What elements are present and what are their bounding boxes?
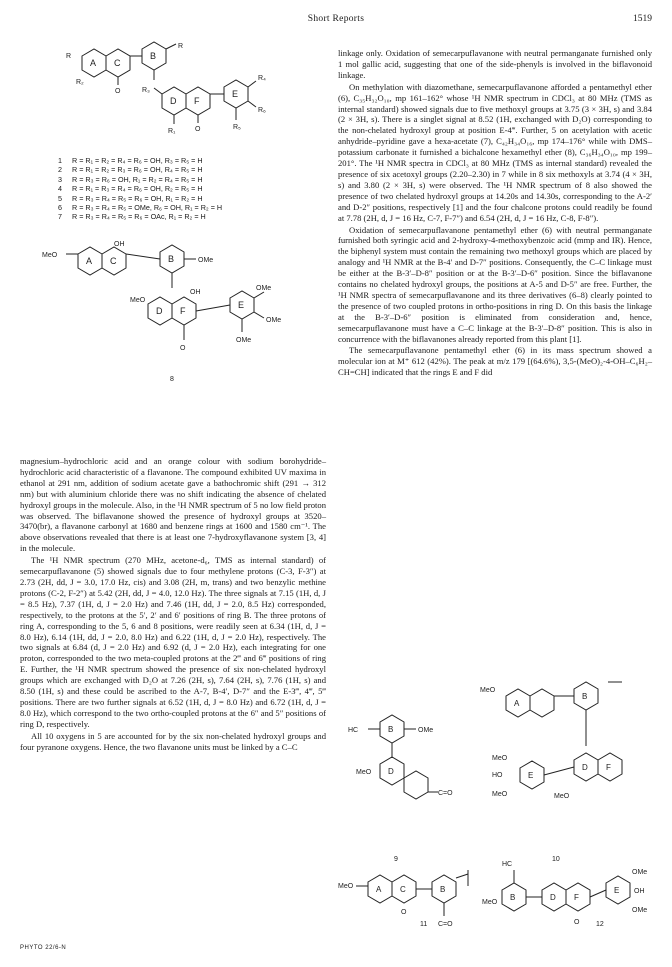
ring-label-c: C xyxy=(114,58,121,68)
c11-ring-c: C xyxy=(400,885,406,894)
paragraph: Oxidation of semecarpuflavanone pentamethyl ether (6) with neutral permanganate furnished both syringic acid and 2-hydroxy-4-methoxybenzoic acid (mmp and IR). Hence, the biphenyl system must contain the remaining two methoxyl groups which are placed by analogy and ¹H NMR at the B-4′ and D-7″ positions. Consequently, the C–C linkage must be either at the B-3′–D-8″ position or at the B-3′–D-6″ position. Since the biflavanone contains no chelated hydroxyl groups, the positions at A-5 and D-5″ are free. Further, the ¹H NMR spectra of semecarpuflavanone and its three derivatives (6–8) clearly pointed to the presence of two coupled protons in ortho-positions in ring D. On this basis the linkage at the B-3′–D-6″ position is eliminated from consideration and, hence, semecarpuflavanone must have a C–C linkage at the B-3′–D-8″ position. This is also in concurrence with the biflavanones already reported from this plant [1]. xyxy=(338,224,652,344)
c12-oh: OH xyxy=(634,888,645,895)
subst-r2: R₂ xyxy=(76,79,84,86)
c12-ring-e: E xyxy=(614,886,620,895)
c12-ring-d: D xyxy=(550,893,556,902)
c12-ring-f: F xyxy=(574,893,579,902)
c9-ring-b: B xyxy=(388,725,394,734)
c11-carbonyl: C=O xyxy=(438,921,453,928)
ring-label-f: F xyxy=(194,96,200,106)
subst-r1: R₁ xyxy=(168,128,176,135)
structure-biflavanone-skeleton xyxy=(58,36,318,154)
c9-hc: HC xyxy=(348,727,359,734)
c12-ome-1: OMe xyxy=(632,869,648,876)
c8-ring-c: C xyxy=(110,256,117,266)
right-column xyxy=(338,48,652,378)
c10-ho-e: HO xyxy=(492,772,503,779)
paragraph: On methylation with diazomethane, semecarpuflavanone afforded a pentamethyl ether (6), C₃₅H₃₂O₁₀, mp 161–162° whose ¹H NMR spectrum in CDCl₃ at 80 MHz (TMS as internal standard) showed signals due to five methoxyl groups at 3.75 (3 × 3H, s) and 3.84 (2 × 3H, s). There is a singlet signal at 8.52 (1H, exchanged with D₂O) corresponding to the non-chelated hydroxyl group at position E-4‴. Further, 5 on acetylation with acetic anhydride–pyridine gave a hexa-acetate (7), C₄₂H₃₄O₁₆, mp 174–176° while with DMS–potassium carbonate it furnished a bichalcone hexamethyl ether (8), C₃₆H₃₄O₁₀, mp 199–201°. The ¹H NMR spectra in CDCl₃ at 80 MHz (TMS as internal standard) revealed the presence of six acetoxyl groups (2.20–2.30) in 7 while in 8 six methoxyls at 3.74 (4 × 3H, s) and 3.80 (2 × 3H, s) were observed. The ¹H NMR spectrum of 8 also showed the presence of two chelated hydroxyl groups at 14.20s and 14.30s, corresponding to the A-2′ and D-2″ positions, respectively [1] and the four chalcone protons could readily be found at 7.78 (2H, d, J = 16 Hz, C-7, F-7″) and 6.54 (2H, d, J = 16 Hz, C-8, F-8″). xyxy=(338,81,652,223)
legend-row: 1 R = R₁ = R₂ = R₄ = R₆ = OH, R₃ = R₅ = H xyxy=(58,156,203,165)
compound-number-9: 9 xyxy=(394,856,398,863)
subst-r5: R₅ xyxy=(233,124,241,131)
compound-number-10: 10 xyxy=(552,856,560,863)
c8-ome-e3: OMe xyxy=(236,337,252,344)
compound-number-12: 12 xyxy=(596,921,604,928)
page-number: 1519 xyxy=(633,14,652,24)
legend-row: 2 R = R₁ = R₂ = R₃ = R₆ = OH, R₄ = R₅ = H xyxy=(58,165,203,175)
c11-carbonyl-o: O xyxy=(401,909,407,916)
paragraph: linkage only. Oxidation of semecarpuflavanone with neutral permanganate furnished only 1 mol gallic acid, suggesting that one of the side-phenyls is involved in the biflavonoid linkage. xyxy=(338,48,652,80)
compound-number-11: 11 xyxy=(420,921,428,928)
c8-ring-e: E xyxy=(238,300,245,310)
legend-row: 3 R = R₃ = R₆ = OH, R₁ = R₂ = R₄ = R₅ = H xyxy=(58,174,203,184)
structure-compound-8 xyxy=(30,232,320,372)
c12-carbonyl-o: O xyxy=(574,919,580,926)
legend-row: 4 R = R₁ = R₃ = R₄ = R₆ = OH, R₂ = R₅ = H xyxy=(58,184,203,194)
ring-label-e: E xyxy=(232,89,239,99)
carbonyl-o-lower: O xyxy=(195,126,201,133)
paragraph: The semecarpuflavanone pentamethyl ether (6) in its mass spectrum showed a molecular ion at M⁺ 612 (42%). The peak at m/z 179 [(64.6%), 3,5-(MeO)₂-4-OH–C₆H₂–CH=CH] indicated that the rings E and F did xyxy=(338,345,652,378)
structure-fragment-11 xyxy=(338,866,478,946)
c12-ring-b: B xyxy=(510,893,516,902)
journal-section-title: Short Reports xyxy=(307,14,365,24)
c12-ome-2: OMe xyxy=(632,907,648,914)
c10-meo-a: MeO xyxy=(480,687,496,694)
c10-ring-e: E xyxy=(528,771,534,780)
c11-ring-b: B xyxy=(440,885,446,894)
c10-ring-d: D xyxy=(582,763,588,772)
subst-r6: R₆ xyxy=(258,107,266,114)
c11-ring-a: A xyxy=(376,885,382,894)
c8-ome-e2: OMe xyxy=(266,317,282,324)
c10-ring-f: F xyxy=(606,763,611,772)
carbonyl-o-upper: O xyxy=(115,88,121,95)
c8-oh-d: OH xyxy=(190,289,201,296)
ring-label-b: B xyxy=(150,51,157,61)
c8-ring-b: B xyxy=(168,254,175,264)
footer-code: PHYTO 22/6-N xyxy=(20,945,67,951)
c10-meo-e2: MeO xyxy=(492,791,508,798)
c8-ome-b: OMe xyxy=(198,257,214,264)
paragraph: All 10 oxygens in 5 are accounted for by the six non-chelated hydroxyl groups and four pyranone oxygens. Hence, the two flavanone units must be linked by a C–C xyxy=(20,730,326,752)
compound-legend xyxy=(58,156,298,222)
c9-ome: OMe xyxy=(418,727,434,734)
c9-meo: MeO xyxy=(356,769,372,776)
c11-meo: MeO xyxy=(338,883,354,890)
ring-label-a: A xyxy=(90,58,97,68)
subst-r3: R₃ xyxy=(142,87,150,94)
c10-meo-d: MeO xyxy=(554,793,570,800)
c9-carbonyl: C=O xyxy=(438,790,453,797)
c8-meo-d: MeO xyxy=(130,297,146,304)
c9-ring-d: D xyxy=(388,767,394,776)
paragraph: magnesium–hydrochloric acid and an orange colour with sodium borohydride–hydrochloric acid characteristic of a flavanone. The compound exhibited UV maxima in ethanol at 291 nm, addition of sodium acetate gave a bathochromic shift (291 → 312 nm) but with aluminium chloride there was no shift indicating the absence of chelated hydroxyl groups in the molecule. Also, in the ¹H NMR spectrum of 5 no low field proton was observed. The biflavanone showed the presence of hydroxyl groups at 3520–3470(br), a flavanone carbonyl at 1680 and benzene rings at 1600 and 1580 cm⁻¹. The above observations revealed that there is at least one 7-hydroxyflavanone system [3, 4] in the molecule. xyxy=(20,456,326,554)
structure-fragment-9 xyxy=(338,694,463,844)
c8-meo-a: MeO xyxy=(42,252,58,259)
compound-number-8: 8 xyxy=(170,376,174,383)
structure-fragment-10 xyxy=(470,676,655,846)
structure-fragment-12 xyxy=(482,856,654,930)
c8-ome-e1: OMe xyxy=(256,285,272,292)
legend-row: 6 R = R₃ = R₄ = R₅ = OMe, R₆ = OH, R₁ = R₂ = H xyxy=(58,203,223,213)
legend-row: 7 R = R₃ = R₄ = R₅ = R₆ = OAc, R₁ = R₂ = H xyxy=(58,212,206,222)
running-header xyxy=(20,14,652,28)
subst-r4: R₄ xyxy=(258,75,266,82)
c12-meo: MeO xyxy=(482,899,498,906)
c12-hc: HC xyxy=(502,861,513,868)
subst-r: R xyxy=(66,53,72,60)
legend-row: 5 R = R₃ = R₄ = R₅ = R₆ = OH, R₁ = R₂ = H xyxy=(58,193,203,203)
c10-ring-a: A xyxy=(514,699,520,708)
c8-ring-f: F xyxy=(180,306,186,316)
c10-meo-e1: MeO xyxy=(492,755,508,762)
c8-oh-a: OH xyxy=(114,241,125,248)
c10-ring-b: B xyxy=(582,692,588,701)
c8-carbonyl-o: O xyxy=(180,345,186,352)
subst-r-b: R xyxy=(178,43,184,50)
c8-ring-d: D xyxy=(156,306,163,316)
left-column xyxy=(20,456,326,752)
paragraph: The ¹H NMR spectrum (270 MHz, acetone-d₆, TMS as internal standard) of semecarpuflavanone (5) showed signals due to four methylene protons (C-3, F-3″) at 2.73 (2H, dd, J = 3.0, 17.0 Hz, cis) and 3.08 (2H, m, trans) and two benzylic methine protons (C-2, F-2″) at 5.42 (2H, dd, J = 4.0, 12.0 Hz). The three signals at 7.15 (1H, d, J = 8.5 Hz), 7.37 (1H, d, J = 2.0 Hz) and 7.46 (1H, dd, J = 2.0, 8.5 Hz) corresponded, respectively, to the protons at the 5′, 2′ and 6′ positions of ring B. The three protons of ring A, corresponding to the 5, 6 and 8 positions, were readily seen at 6.34 (1H, d, J = 8.0 Hz), 6.14 (1H, dd, J = 2.0, 8.0 Hz) and 6.22 (1H, d, J = 2.0 Hz), respectively. The two signals at 6.84 (d, J = 2.0 Hz) and 6.92 (d, J = 2.0 Hz), each integrating for one proton, corresponded to the two meta-coupled protons at the 2‴ and 6‴ positions of ring E. Further, the ¹H NMR spectrum showed the presence of six non-chelated hydroxyl groups which are exchanged with D₂O at 7.26 (2H, s), 7.64 (2H, s), 7.76 (1H, s) and 8.50 (1H, s) and these could be ascribed to the A-7, B-4′, D-7″ and the E-3‴, 4‴, 5‴ positions. There are two further signals at 6.52 (1H, d, J = 8.0 Hz) and 6.72 (1H, d, J = 8.0 Hz), which correspond to the two ortho-coupled protons at the 6″ and 5″ positions of ring D, respectively. xyxy=(20,555,326,729)
ring-label-d: D xyxy=(170,96,177,106)
c8-ring-a: A xyxy=(86,256,93,266)
